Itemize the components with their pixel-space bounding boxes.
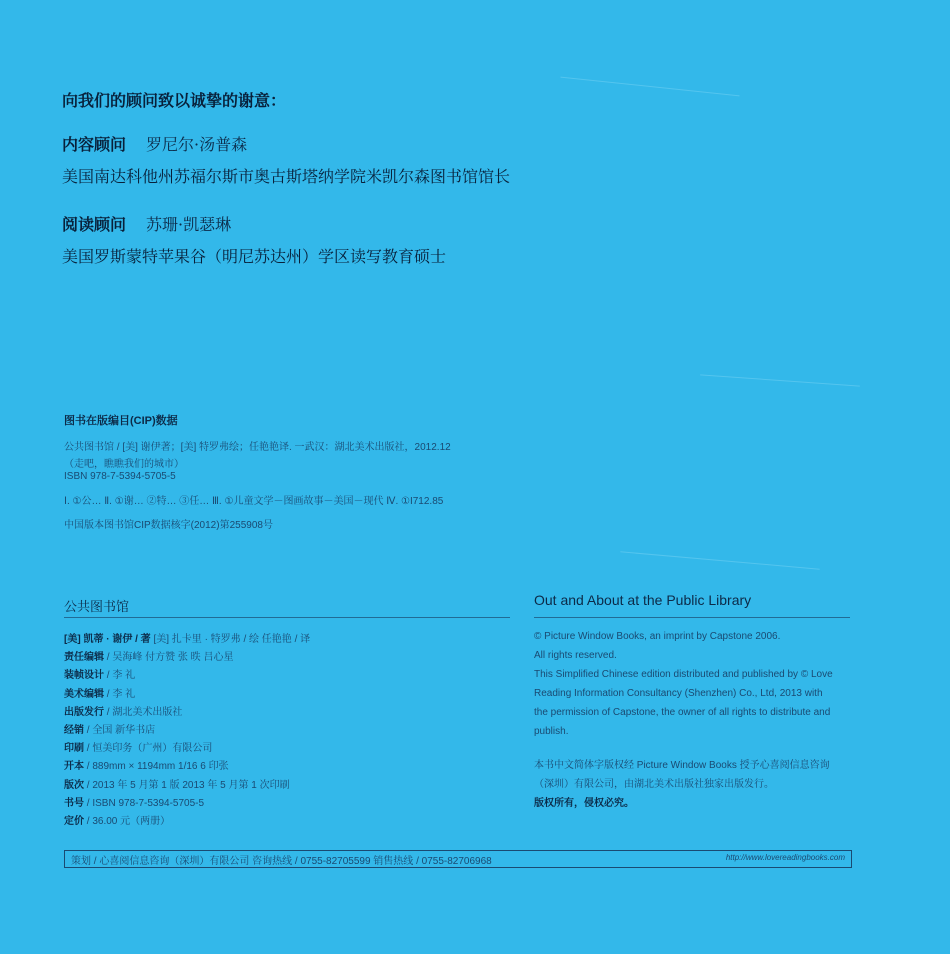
rights-en-line: Reading Information Consultancy (Shenzhen) Co., Ltd, 2013 with	[534, 688, 823, 699]
cip-line-3: ISBN 978-7-5394-5705-5	[64, 471, 176, 482]
footer-contact: 策划 / 心喜阅信息咨询（深圳）有限公司 咨询热线 / 0755-82705599 销售热线 / 0755-82706968	[71, 856, 492, 867]
cip-line-4: Ⅰ. ①公… Ⅱ. ①谢… ②特… ③任… Ⅲ. ①儿童文学－图画故事－美国－现代 Ⅳ. ①I712.85	[64, 496, 444, 507]
rights-en	[534, 627, 833, 741]
content-advisor-desc: 美国南达科他州苏福尔斯市奥古斯塔纳学院米凯尔森图书馆馆长	[62, 167, 511, 186]
divider-left	[64, 617, 510, 618]
rights-zh-line: 本书中文简体字版权经 Picture Window Books 授予心喜阅信息咨询	[534, 760, 830, 771]
credit-line: 装帧设计 / 李 礼	[64, 670, 136, 682]
credit-line: 开本 / 889mm × 1194mm 1/16 6 印张	[64, 761, 229, 773]
rights-en-line: This Simplified Chinese edition distributed and published by © Love	[534, 669, 833, 680]
cip-line-1: 公共图书馆 / [美] 谢伊著；[美] 特罗弗绘；任艳艳译. 一武汉：湖北美术出版社，2012.12	[64, 442, 451, 453]
content-advisor-line	[62, 132, 247, 155]
book-title-en: Out and About at the Public Library	[534, 592, 752, 608]
credit-line: [美] 凯蒂 · 谢伊 / 著 [美] 扎卡里 · 特罗弗 / 绘 任艳艳 / 译	[64, 634, 311, 645]
divider-right	[534, 617, 850, 618]
rights-zh	[534, 756, 830, 813]
ack-title: 向我们的顾问致以诚挚的谢意：	[62, 91, 287, 110]
rights-reserved-notice: 版权所有，侵权必究。	[534, 798, 634, 809]
content-advisor-name: 罗尼尔·汤普森	[146, 135, 248, 154]
reading-advisor-line	[62, 212, 231, 235]
rights-zh-line: （深圳）有限公司，由湖北美术出版社独家出版发行。	[534, 779, 774, 790]
reading-advisor-role: 阅读顾问	[62, 215, 127, 234]
reading-advisor-name: 苏珊·凯瑟琳	[146, 215, 232, 234]
rights-en-line: the permission of Capstone, the owner of all rights to distribute and	[534, 707, 831, 718]
rights-en-line: publish.	[534, 726, 569, 737]
rights-en-line: © Picture Window Books, an imprint by Capstone 2006.	[534, 631, 781, 642]
cip-line-5: 中国版本图书馆CIP数据核字(2012)第255908号	[64, 520, 273, 531]
reading-advisor-desc: 美国罗斯蒙特苹果谷（明尼苏达州）学区读写教育硕士	[62, 247, 447, 266]
credit-line: 责任编辑 / 吴海峰 付方赞 张 昳 吕心星	[64, 652, 234, 664]
cip-title: 图书在版编目(CIP)数据	[64, 415, 178, 427]
scratch-mark	[560, 77, 739, 97]
book-title-zh: 公共图书馆	[64, 599, 130, 614]
credit-line: 印刷 / 恒美印务（广州）有限公司	[64, 743, 213, 755]
credit-line: 定价 / 36.00 元（两册）	[64, 815, 171, 827]
footer-box	[64, 850, 852, 868]
content-advisor-role: 内容顾问	[62, 135, 127, 154]
credit-line: 经销 / 全国 新华书店	[64, 724, 156, 736]
cip-line-2: （走吧，瞧瞧我们的城市）	[64, 459, 184, 470]
credit-line: 美术编辑 / 李 礼	[64, 688, 136, 700]
credit-line: 版次 / 2013 年 5 月第 1 版 2013 年 5 月第 1 次印刷	[64, 779, 290, 791]
credits-list	[64, 630, 310, 830]
scratch-mark	[620, 551, 819, 569]
footer-url[interactable]: http://www.lovereadingbooks.com	[725, 853, 845, 862]
credit-line: 书号 / ISBN 978-7-5394-5705-5	[64, 797, 205, 809]
scratch-mark	[700, 374, 860, 386]
rights-en-line: All rights reserved.	[534, 650, 617, 661]
credit-line: 出版发行 / 湖北美术出版社	[64, 706, 183, 718]
